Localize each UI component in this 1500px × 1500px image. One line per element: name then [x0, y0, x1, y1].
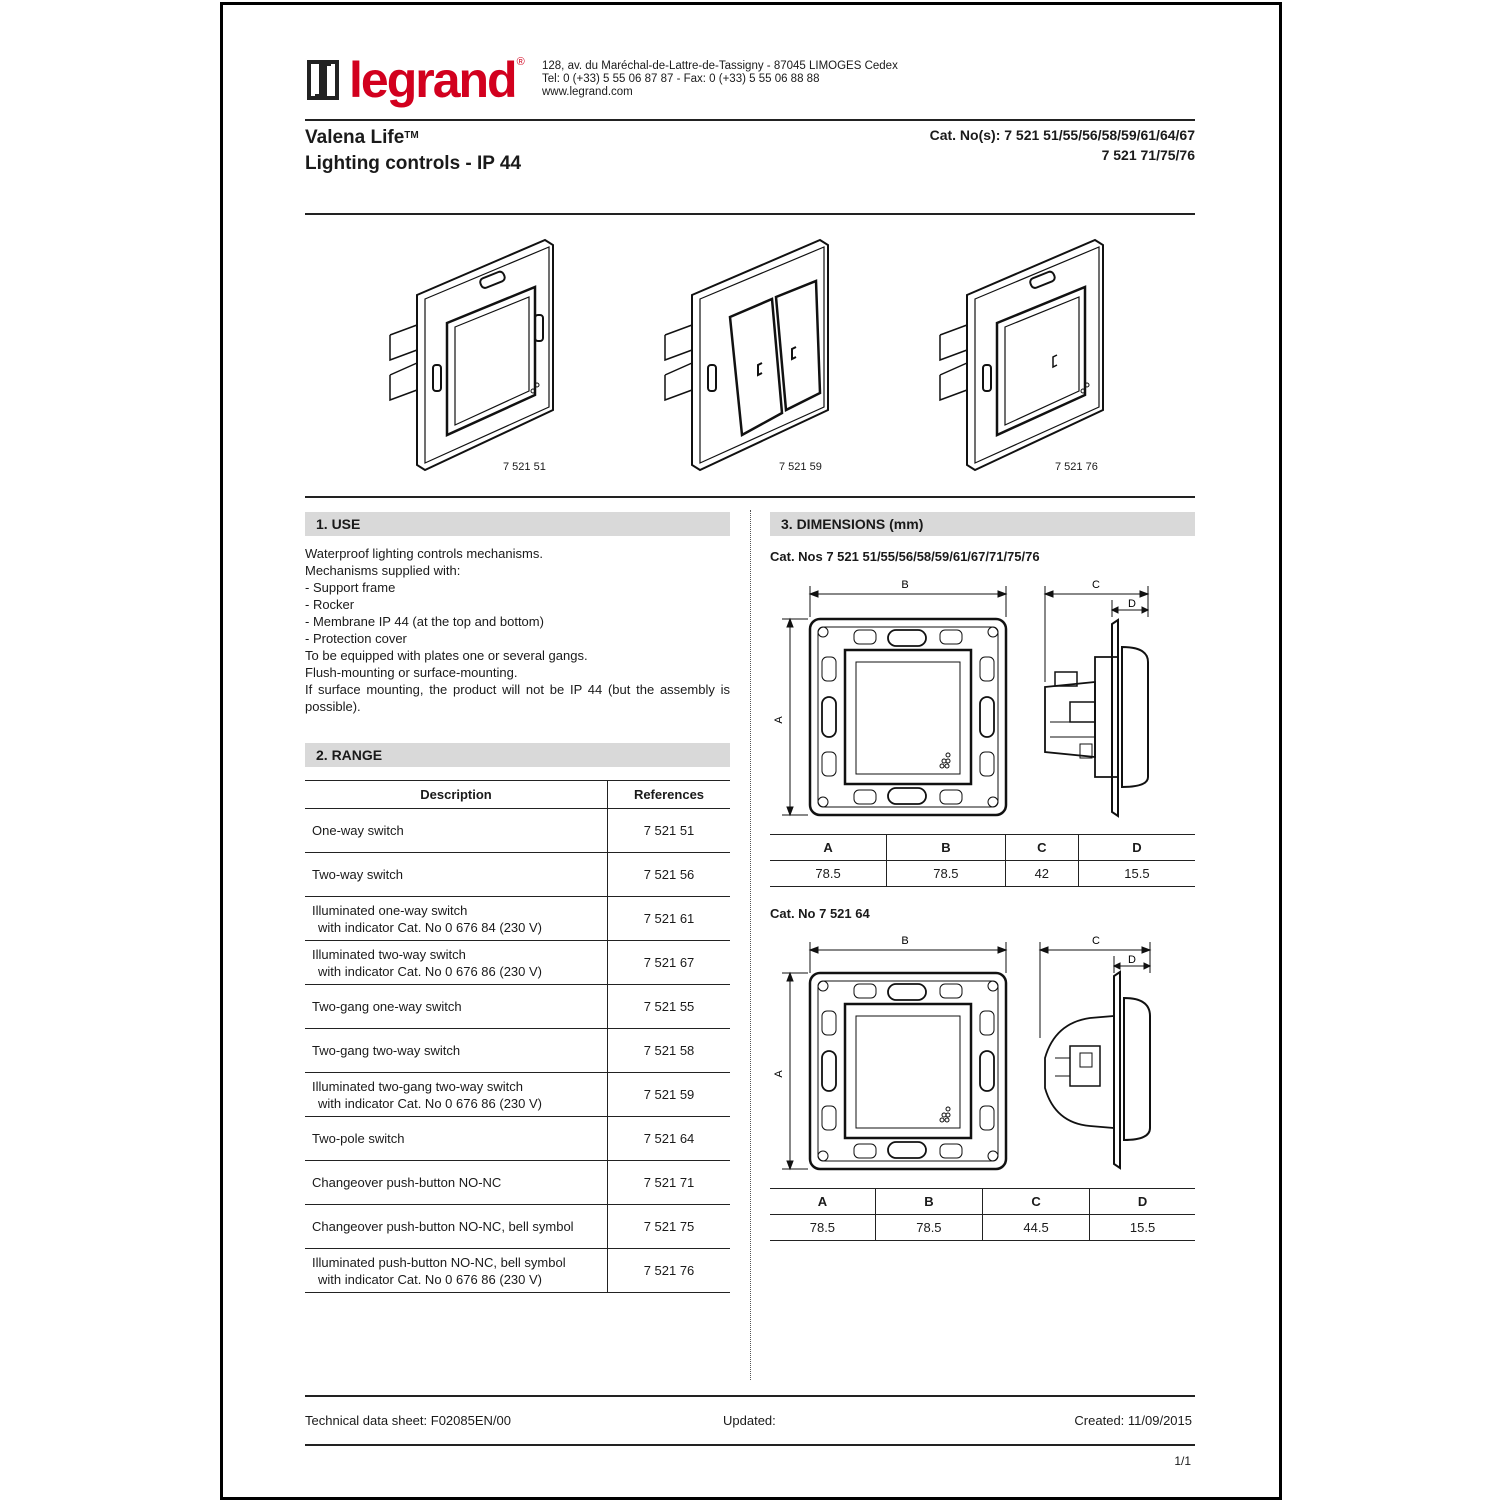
use-line: - Rocker	[305, 597, 355, 612]
row-description: Two-pole switch	[305, 1117, 608, 1161]
table-row	[305, 809, 730, 853]
table-row	[305, 1073, 730, 1117]
row-description	[305, 1249, 608, 1293]
row-reference: 7 521 61	[608, 897, 731, 941]
brand-name: legrand	[349, 51, 516, 108]
row-description: One-way switch	[305, 809, 608, 853]
row-description	[305, 897, 608, 941]
legrand-logo-icon	[305, 58, 341, 102]
row-description: Two-way switch	[305, 853, 608, 897]
dim-col-d: D	[1078, 835, 1195, 861]
use-line: - Membrane IP 44 (at the top and bottom)	[305, 614, 544, 629]
product-label-3: 7 521 76	[1055, 461, 1098, 473]
dim-col-c: C	[982, 1189, 1089, 1215]
product-image-3	[935, 235, 1120, 475]
dim-label-c: C	[1092, 579, 1100, 591]
use-line: Waterproof lighting controls mechanisms.	[305, 546, 543, 561]
address-line: 128, av. du Maréchal-de-Lattre-de-Tassigny - 87045 LIMOGES Cedex	[542, 60, 898, 72]
row-description: Changeover push-button NO-NC, bell symbol	[305, 1205, 608, 1249]
dim-value-d: 15.5	[1090, 1215, 1195, 1241]
dim-col-c: C	[1005, 835, 1078, 861]
row-desc-main: Illuminated two-gang two-way switch	[312, 1078, 523, 1094]
table-row	[305, 1117, 730, 1161]
use-heading: 1. USE	[305, 512, 730, 536]
row-desc-main: Illuminated one-way switch	[312, 902, 468, 918]
row-description	[305, 941, 608, 985]
range-heading: 2. RANGE	[305, 743, 730, 767]
use-text	[305, 545, 730, 715]
dim-label-a: A	[773, 716, 785, 724]
dim2-label-d: D	[1128, 954, 1136, 966]
table-row	[770, 861, 1195, 887]
footer-created: Created: 11/09/2015	[1074, 1413, 1192, 1428]
table-row	[305, 853, 730, 897]
col-description: Description	[305, 781, 608, 809]
row-reference: 7 521 75	[608, 1205, 731, 1249]
table-row	[770, 1215, 1195, 1241]
use-line: To be equipped with plates one or several gangs.	[305, 648, 588, 663]
row-desc-sub: with indicator Cat. No 0 676 86 (230 V)	[318, 963, 543, 979]
row-reference: 7 521 76	[608, 1249, 731, 1293]
row-desc-main: Illuminated push-button NO-NC, bell symbol	[312, 1254, 566, 1270]
table-row	[305, 1249, 730, 1293]
range-table	[305, 780, 730, 1293]
dim-value-d: 15.5	[1078, 861, 1195, 887]
col-references: References	[608, 781, 731, 809]
use-line: Mechanisms supplied with:	[305, 563, 461, 578]
title-rule	[305, 213, 1195, 215]
dim-col-a: A	[770, 1189, 875, 1215]
dim-col-a: A	[770, 835, 887, 861]
row-reference: 7 521 51	[608, 809, 731, 853]
dim-value-c: 42	[1005, 861, 1078, 887]
dim-group2-title: Cat. No 7 521 64	[770, 906, 870, 921]
table-row	[305, 897, 730, 941]
catno-line-2: 7 521 71/75/76	[1101, 147, 1195, 163]
header-rule	[305, 119, 1195, 121]
table-row	[305, 985, 730, 1029]
row-description: Two-gang one-way switch	[305, 985, 608, 1029]
dim-col-d: D	[1090, 1189, 1195, 1215]
footer-sheet-id: Technical data sheet: F02085EN/00	[305, 1413, 511, 1428]
use-line: Flush-mounting or surface-mounting.	[305, 665, 518, 680]
row-description: Two-gang two-way switch	[305, 1029, 608, 1073]
dim-value-a: 78.5	[770, 861, 887, 887]
row-reference: 7 521 56	[608, 853, 731, 897]
dim-col-b: B	[875, 1189, 982, 1215]
dim2-label-c: C	[1092, 935, 1100, 947]
row-desc-sub: with indicator Cat. No 0 676 86 (230 V)	[318, 1095, 543, 1111]
product-label-1: 7 521 51	[503, 461, 546, 473]
row-description	[305, 1073, 608, 1117]
dim2-label-a: A	[773, 1070, 785, 1078]
row-reference: 7 521 64	[608, 1117, 731, 1161]
column-divider	[750, 510, 751, 1380]
row-description: Changeover push-button NO-NC	[305, 1161, 608, 1205]
footer-rule-bottom	[305, 1444, 1195, 1446]
dim-table-1	[770, 834, 1195, 887]
use-line: - Protection cover	[305, 631, 407, 646]
dimension-drawing-2	[770, 928, 1195, 1178]
dim-label-d: D	[1128, 598, 1136, 610]
catalog-numbers	[930, 125, 1195, 165]
row-reference: 7 521 67	[608, 941, 731, 985]
page-number: 1/1	[1174, 1454, 1191, 1468]
row-desc-sub: with indicator Cat. No 0 676 86 (230 V)	[318, 1271, 543, 1287]
table-row	[305, 1205, 730, 1249]
product-image-1	[385, 235, 570, 475]
dimensions-heading: 3. DIMENSIONS (mm)	[770, 512, 1195, 536]
table-row	[305, 1029, 730, 1073]
dim-value-c: 44.5	[982, 1215, 1089, 1241]
dim-table-2	[770, 1188, 1195, 1241]
company-address	[542, 60, 898, 99]
dim-label-b: B	[901, 579, 909, 591]
row-reference: 7 521 58	[608, 1029, 731, 1073]
use-line: - Support frame	[305, 580, 396, 595]
dim-value-b: 78.5	[887, 861, 1006, 887]
product-image-2	[660, 235, 845, 475]
dim-col-b: B	[887, 835, 1006, 861]
website-link[interactable]: www.legrand.com	[542, 86, 633, 98]
table-row	[305, 941, 730, 985]
row-desc-main: Illuminated two-way switch	[312, 946, 466, 962]
table-row	[305, 1161, 730, 1205]
title-subtitle: Lighting controls - IP 44	[305, 153, 522, 174]
legrand-logo	[305, 52, 525, 107]
dimension-drawing-1	[770, 572, 1195, 822]
section-rule	[305, 496, 1195, 498]
dim2-label-b: B	[901, 935, 909, 947]
catno-line-1: Cat. No(s): 7 521 51/55/56/58/59/61/64/67	[929, 127, 1195, 143]
dim-value-a: 78.5	[770, 1215, 875, 1241]
dim-group1-title: Cat. Nos 7 521 51/55/56/58/59/61/67/71/75/76	[770, 549, 1040, 564]
row-reference: 7 521 55	[608, 985, 731, 1029]
footer-rule-top	[305, 1395, 1195, 1397]
title-product: Valena Life	[305, 127, 405, 148]
row-reference: 7 521 59	[608, 1073, 731, 1117]
row-desc-sub: with indicator Cat. No 0 676 84 (230 V)	[318, 919, 543, 935]
trademark: TM	[404, 130, 419, 141]
row-reference: 7 521 71	[608, 1161, 731, 1205]
registered-mark: ®	[516, 55, 525, 68]
phone-line: Tel: 0 (+33) 5 55 06 87 87 - Fax: 0 (+33) 5 55 06 88 88	[542, 73, 820, 85]
dim-value-b: 78.5	[875, 1215, 982, 1241]
footer-updated: Updated:	[723, 1413, 776, 1428]
product-label-2: 7 521 59	[779, 461, 822, 473]
document-title	[305, 125, 521, 177]
use-note: If surface mounting, the product will not be IP 44 (but the assembly is possible).	[305, 682, 730, 714]
